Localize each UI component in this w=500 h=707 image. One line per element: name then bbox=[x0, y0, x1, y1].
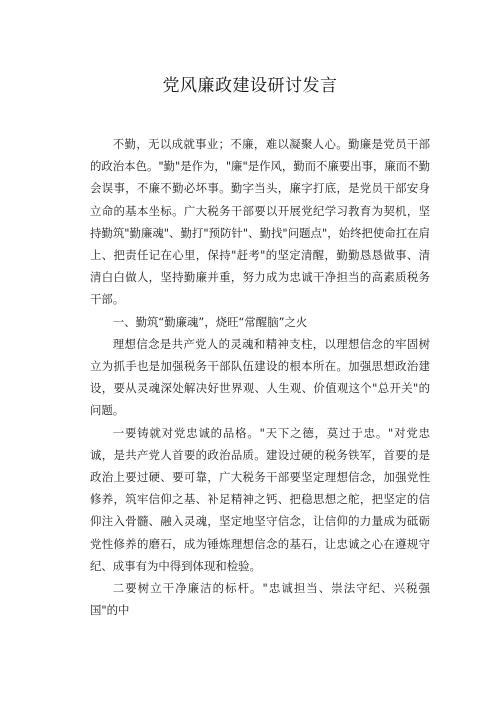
section-heading-1: 一、勤筑“勤廉魂”，烧旺“常醒脑”之火 bbox=[112, 314, 308, 329]
paragraph-loyalty: 一要铸就对党忠诚的品格。"天下之德，莫过于忠。"对党忠诚，是共产党人首要的政治品质。建设过硬的税务铁军，首要的是政治上要过硬、要可靠，广大税务干部要坚定理想信念，加强党性修养，筑牢信仰之基、补足精神之钙、把稳思想之舵，把坚定的信仰注入骨髓、融入灵魂，坚定地坚守信念，让信仰的力量成为砥砺党性修养的磨石，成为锤炼理想信念的基石，让忠诚之心在遵规守纪、成事有为中得到体现和检验。 bbox=[90, 425, 430, 573]
paragraph-intro: 不勤，无以成就事业；不廉，难以凝聚人心。勤廉是党员干部的政治本色。"勤"是作为，"廉"是作风，勤而不廉要出事，廉而不勤会误事，不廉不勤必坏事。勤字当头，廉字打底，是党员干部安身立命的基本坐标。广大税务干部要以开展党纪学习教育为契机，坚持勤筑"勤廉魂"、勤打"预防针"、勤找"问题点"，始终把使命扛在肩上、把责任记在心里，保持"赶考"的坚定清醒，勤勤恳恳做事、清清白白做人，坚持勤廉并重，努力成为忠诚干净担当的高素质税务干部。 bbox=[90, 137, 430, 307]
paragraph-integrity: 二要树立干净廉洁的标杆。"忠诚担当、崇法守纪、兴税强国"的中 bbox=[90, 581, 430, 618]
paragraph-ideals: 理想信念是共产党人的灵魂和精神支柱，以理想信念的牢固树立为抓手也是加强税务干部队伍建设的根本所在。加强思想政治建设，要从灵魂深处解决好世界观、人生观、价值观这个"总开关"的问题。 bbox=[90, 336, 430, 418]
page-title: 党风廉政建设研讨发言 bbox=[162, 76, 338, 96]
document-body bbox=[90, 133, 430, 621]
